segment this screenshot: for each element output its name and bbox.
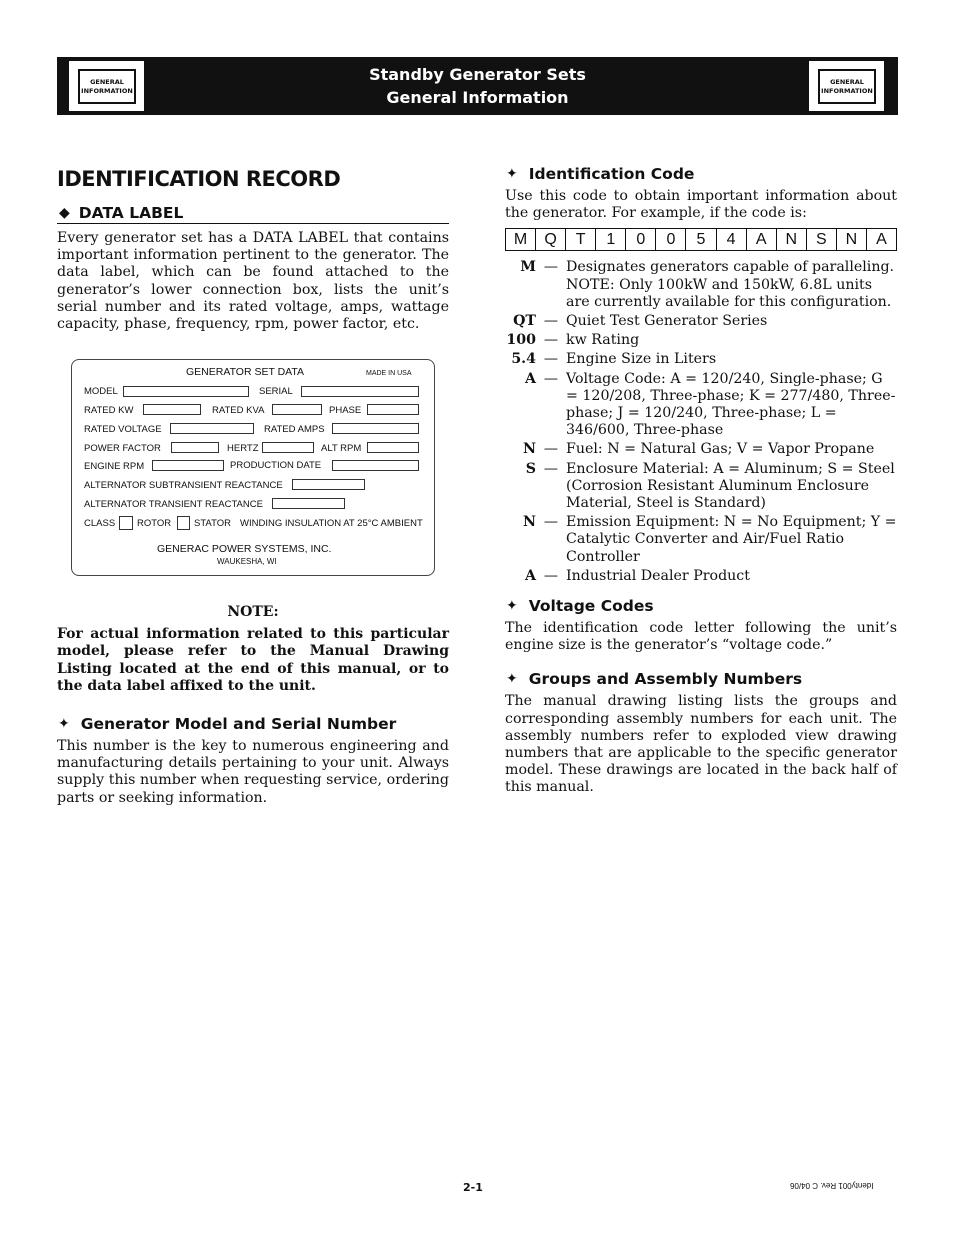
def-key: M — [520, 259, 536, 276]
def-sep: — — [543, 370, 559, 387]
list-item — [505, 371, 897, 440]
code-cell: 5 — [686, 229, 716, 250]
badge-line1: GENERAL — [90, 77, 124, 86]
identification-code-grid — [505, 228, 897, 251]
list-item — [505, 568, 897, 585]
four-point-star-icon: ✦ — [506, 166, 518, 182]
model-serial-heading-text: Generator Model and Serial Number — [80, 715, 397, 734]
id-code-heading — [505, 163, 897, 185]
label-alt-rpm: ALT RPM — [321, 443, 362, 455]
code-cell: 1 — [596, 229, 626, 250]
code-cell: A — [747, 229, 777, 250]
page-number: 2-1 — [463, 1181, 483, 1194]
label-model: MODEL — [84, 386, 118, 398]
label-winding-insulation: WINDING INSULATION AT 25°C AMBIENT — [240, 518, 423, 530]
data-label-paragraph: Every generator set has a DATA LABEL that contains important information pertinent to the generator. The data label, which can be found attached to the generator’s lower connection box, lists the unit’s serial number and its rated voltage, amps, wattage capacity, phase, frequency, rpm, power factor, etc. — [57, 230, 449, 333]
label-engine-rpm: ENGINE RPM — [84, 461, 145, 473]
label-rotor: ROTOR — [137, 518, 172, 530]
data-label-heading — [57, 203, 449, 224]
note-heading: NOTE: — [227, 604, 279, 621]
def-sep: — — [543, 567, 559, 584]
def-text: Fuel: N = Natural Gas; V = Vapor Propane — [566, 441, 875, 458]
groups-paragraph: The manual drawing listing lists the groups and corresponding assembly numbers for each unit. The assembly numbers refer to exploded view drawing numbers that are applicable to the specific generator model. These drawings are located in the back half of this manual. — [505, 693, 897, 796]
model-field — [123, 386, 249, 397]
phase-field — [367, 404, 419, 415]
label-rated-kva: RATED KVA — [212, 405, 265, 417]
left-column — [57, 163, 449, 807]
def-text: Designates generators capable of paralleling. NOTE: Only 100kW and 150kW, 6.8L units are currently available for this configuration. — [566, 259, 895, 310]
def-text: Enclosure Material: A = Aluminum; S = Steel (Corrosion Resistant Aluminum Enclosure Material, Steel is Standard) — [566, 460, 895, 512]
label-hertz: HERTZ — [227, 443, 259, 455]
label-company: GENERAC POWER SYSTEMS, INC. — [157, 543, 332, 556]
rated-amps-field — [332, 423, 419, 434]
badge-line2: INFORMATION — [821, 86, 873, 95]
data-label-figure — [71, 359, 435, 576]
code-cell: T — [566, 229, 596, 250]
code-definitions-list — [505, 259, 897, 585]
def-text: Quiet Test Generator Series — [566, 313, 768, 330]
class-field — [119, 516, 133, 530]
list-item — [505, 332, 897, 349]
def-key: N — [523, 441, 536, 458]
def-key: S — [525, 460, 536, 477]
def-sep: — — [543, 259, 559, 276]
diamond-icon: ◆ — [59, 205, 70, 221]
badge-line1: GENERAL — [830, 77, 864, 86]
code-cell: A — [876, 231, 887, 249]
code-cell: M — [506, 229, 536, 250]
def-sep: — — [543, 441, 559, 458]
label-card-title: GENERATOR SET DATA — [186, 366, 305, 379]
badge-line2: INFORMATION — [81, 86, 133, 95]
list-item — [505, 313, 897, 330]
label-rated-voltage: RATED VOLTAGE — [84, 424, 162, 436]
label-rated-kw: RATED KW — [84, 405, 134, 417]
voltage-codes-paragraph: The identification code letter following the unit’s engine size is the generator’s “voltage code.” — [505, 620, 897, 654]
four-point-star-icon: ✦ — [506, 598, 518, 615]
label-city: WAUKESHA, WI — [217, 557, 277, 567]
groups-heading — [505, 668, 897, 690]
def-text: Industrial Dealer Product — [566, 567, 750, 584]
label-production-date: PRODUCTION DATE — [230, 460, 322, 472]
voltage-codes-heading — [505, 595, 897, 617]
note-text: For actual information related to this particular model, please refer to the Manual Drawing Listing located at the end of this manual, or to the data label affixed to the unit. — [57, 626, 449, 694]
def-sep: — — [543, 460, 559, 477]
label-made-in: MADE IN USA — [366, 370, 412, 378]
list-item — [505, 441, 897, 458]
def-sep: — — [543, 332, 559, 349]
hertz-field — [262, 442, 314, 453]
code-cell: S — [807, 229, 837, 250]
code-cell: N — [837, 229, 867, 250]
def-key: A — [524, 370, 536, 387]
def-key: N — [523, 514, 536, 531]
def-key: A — [524, 567, 536, 584]
four-point-star-icon: ✦ — [506, 671, 518, 688]
list-item — [505, 351, 897, 368]
def-sep: — — [543, 351, 559, 368]
def-key: QT — [513, 313, 536, 330]
code-cell: 0 — [626, 229, 656, 250]
alt-transient-field — [272, 498, 345, 509]
list-item — [505, 259, 897, 311]
rated-kva-field — [272, 404, 322, 415]
def-text: kw Rating — [566, 332, 640, 349]
code-cell: N — [777, 229, 807, 250]
label-class: CLASS — [84, 518, 116, 530]
id-code-heading-text: Identification Code — [528, 165, 695, 183]
code-cell: 0 — [656, 229, 686, 250]
header-title — [57, 63, 898, 109]
def-text: Engine Size in Liters — [566, 351, 717, 368]
voltage-codes-heading-text: Voltage Codes — [528, 597, 654, 616]
id-code-paragraph: Use this code to obtain important information about the generator. For example, if the code is: — [505, 188, 897, 222]
right-column — [505, 163, 897, 797]
label-power-factor: POWER FACTOR — [84, 443, 161, 455]
data-label-heading-text: DATA LABEL — [78, 204, 184, 222]
power-factor-field — [171, 442, 219, 453]
general-information-badge-right — [809, 61, 884, 111]
label-alt-subtransient: ALTERNATOR SUBTRANSIENT REACTANCE — [84, 480, 283, 492]
def-text: Emission Equipment: N = No Equipment; Y = Catalytic Converter and Air/Fuel Ratio Controller — [566, 514, 897, 565]
header-title-line2: General Information — [386, 88, 569, 107]
serial-field — [301, 386, 419, 397]
engine-rpm-field — [152, 460, 224, 471]
model-serial-paragraph: This number is the key to numerous engineering and manufacturing details pertaining to your unit. Always supply this number when requesting service, ordering parts or seeking information. — [57, 738, 449, 806]
alt-rpm-field — [367, 442, 419, 453]
def-key: 100 — [506, 332, 536, 349]
code-cell: Q — [536, 229, 566, 250]
def-sep: — — [543, 313, 559, 330]
model-serial-heading — [57, 713, 449, 735]
def-sep: — — [543, 514, 559, 531]
label-phase: PHASE — [329, 405, 362, 417]
header-bar — [57, 57, 898, 115]
label-rated-amps: RATED AMPS — [264, 424, 325, 436]
label-alt-transient: ALTERNATOR TRANSIENT REACTANCE — [84, 499, 263, 511]
rated-kw-field — [143, 404, 201, 415]
header-title-line1: Standby Generator Sets — [369, 65, 586, 84]
label-stator: STATOR — [194, 518, 231, 530]
code-cell: 4 — [717, 229, 747, 250]
list-item — [505, 514, 897, 566]
def-key: 5.4 — [511, 351, 536, 368]
rotor-field — [177, 516, 190, 530]
revision-code: Identy001 Rev. C 04/06 — [790, 1181, 874, 1190]
page-title: IDENTIFICATION RECORD — [57, 167, 341, 191]
list-item — [505, 461, 897, 513]
production-date-field — [332, 460, 419, 471]
def-text: Voltage Code: A = 120/240, Single-phase; G = 120/208, Three-phase; K = 277/480, Three-phase; J = 120/240, Three-phase; L = 346/600, Three-phase — [566, 370, 896, 439]
alt-subtransient-field — [292, 479, 365, 490]
label-serial: SERIAL — [259, 386, 293, 398]
groups-heading-text: Groups and Assembly Numbers — [528, 670, 803, 689]
rated-voltage-field — [170, 423, 254, 434]
four-point-star-icon: ✦ — [58, 716, 70, 733]
